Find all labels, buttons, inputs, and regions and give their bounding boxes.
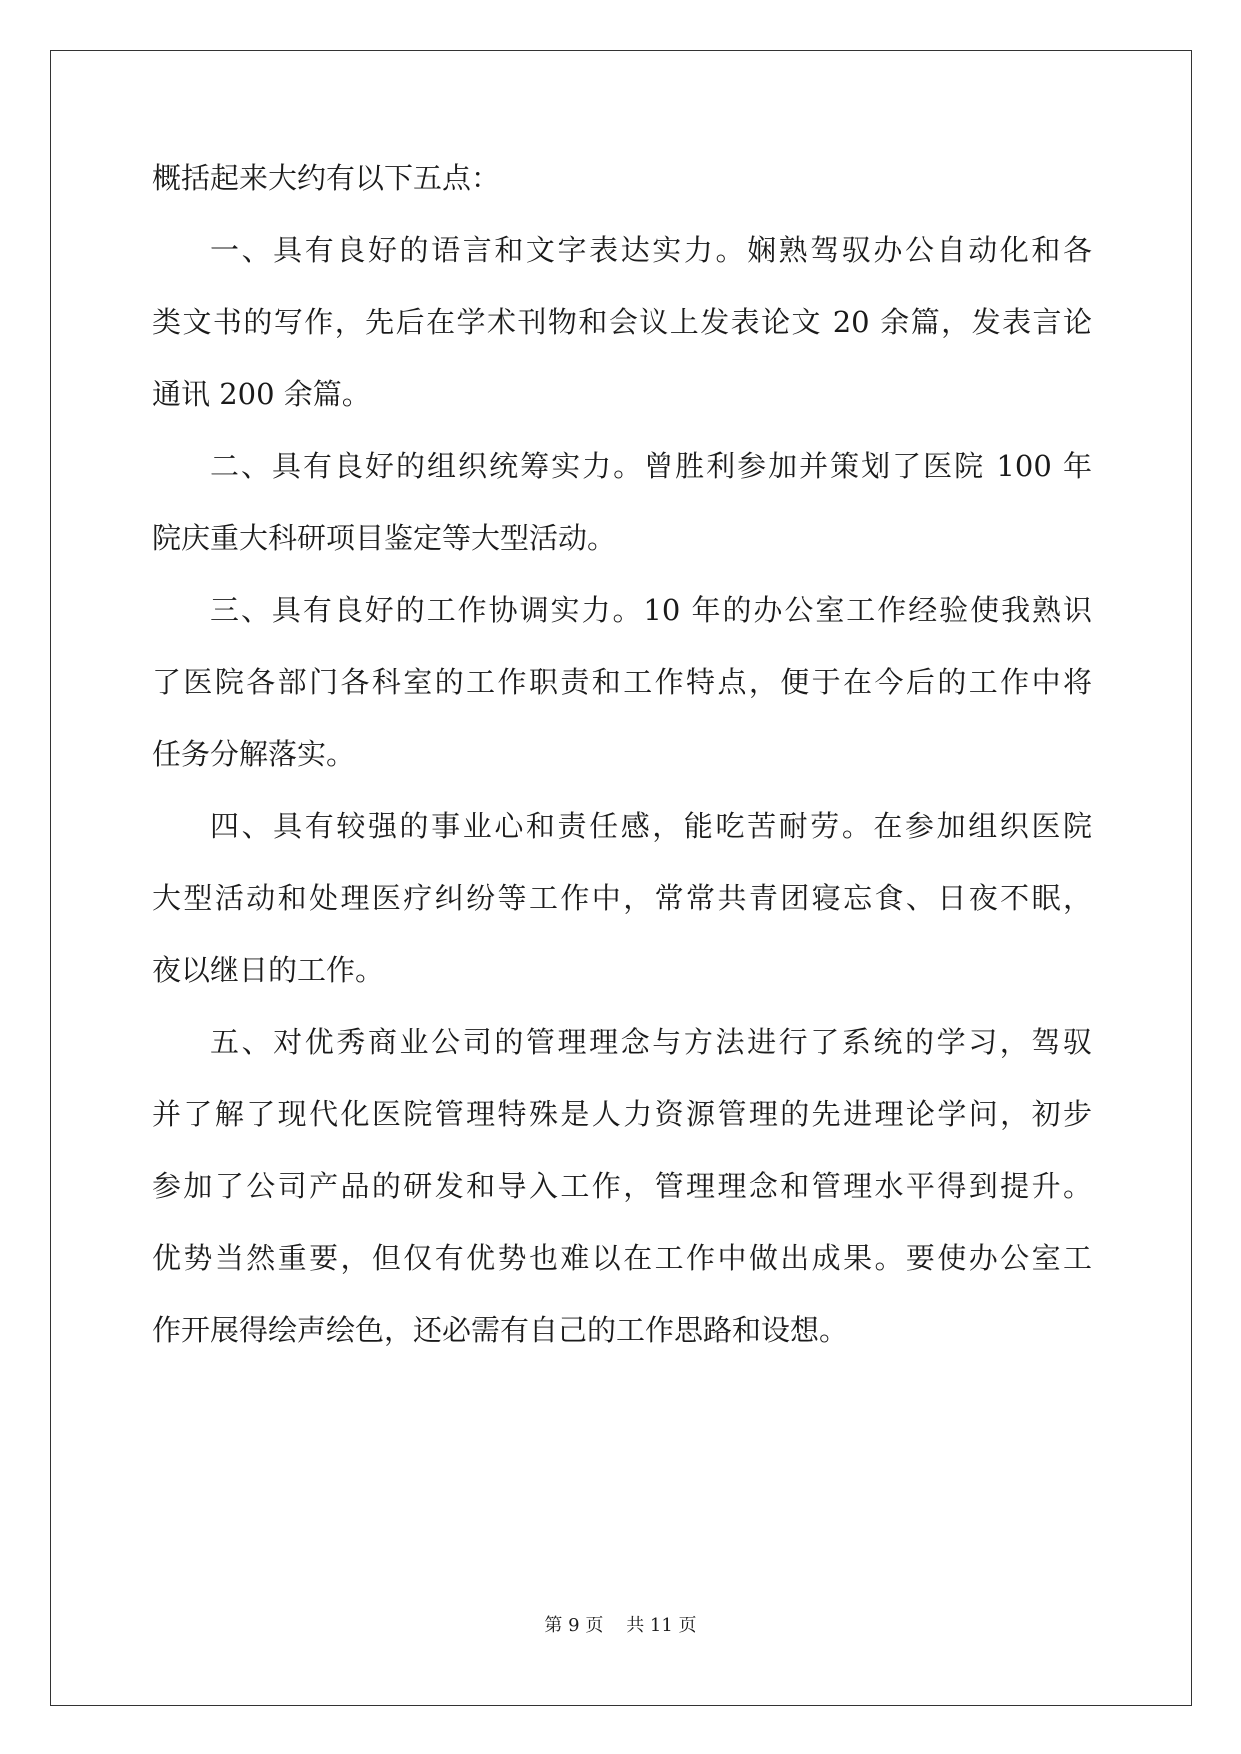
text-line: 并了解了现代化医院管理特殊是人力资源管理的先进理论学问，初步 xyxy=(152,1097,1092,1131)
text-line: 作开展得绘声绘色，还必需有自己的工作思路和设想。 xyxy=(152,1313,849,1347)
text-line: 类文书的写作，先后在学术刊物和会议上发表论文 20 余篇，发表言论 xyxy=(152,305,1092,339)
text-line: 二、具有良好的组织统筹实力。曾胜利参加并策划了医院 100 年 xyxy=(210,449,1092,483)
text-line: 通讯 200 余篇。 xyxy=(152,377,371,411)
text-line: 院庆重大科研项目鉴定等大型活动。 xyxy=(152,521,617,555)
text-line: 概括起来大约有以下五点： xyxy=(152,161,501,195)
text-line: 四、具有较强的事业心和责任感，能吃苦耐劳。在参加组织医院 xyxy=(210,809,1092,843)
text-line: 优势当然重要，但仅有优势也难以在工作中做出成果。要使办公室工 xyxy=(152,1241,1092,1275)
text-line: 了医院各部门各科室的工作职责和工作特点，便于在今后的工作中将 xyxy=(152,665,1092,699)
text-line: 大型活动和处理医疗纠纷等工作中，常常共青团寝忘食、日夜不眠， xyxy=(152,881,1092,915)
page-number-footer: 第 9 页 共 11 页 xyxy=(544,1615,697,1636)
text-line: 参加了公司产品的研发和导入工作，管理理念和管理水平得到提升。 xyxy=(152,1169,1092,1203)
text-line: 夜以继日的工作。 xyxy=(152,953,385,987)
text-line: 任务分解落实。 xyxy=(152,737,356,771)
text-line: 五、对优秀商业公司的管理理念与方法进行了系统的学习，驾驭 xyxy=(210,1025,1092,1059)
text-line: 三、具有良好的工作协调实力。10 年的办公室工作经验使我熟识 xyxy=(210,593,1092,627)
text-line: 一、具有良好的语言和文字表达实力。娴熟驾驭办公自动化和各 xyxy=(210,233,1092,267)
